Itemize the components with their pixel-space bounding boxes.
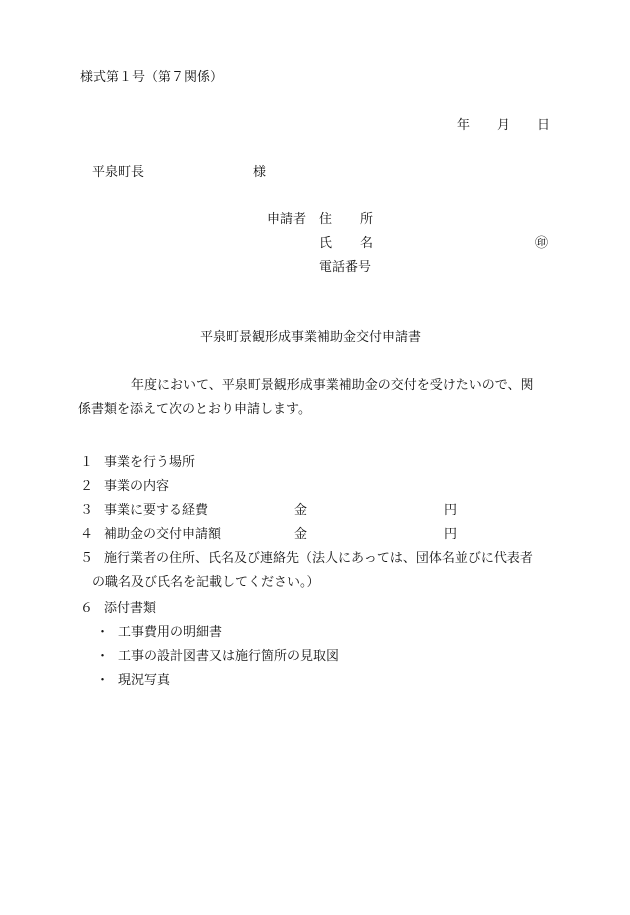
item-number: ４ (80, 527, 94, 542)
item-text: 事業を行う場所 (104, 455, 196, 470)
document-title: 平泉町景観形成事業補助金交付申請書 (200, 330, 422, 345)
bullet-mark: ・ (96, 649, 110, 664)
address-label-1: 住 (319, 212, 333, 227)
bullet-mark: ・ (96, 625, 110, 640)
kin-label: 金 (294, 503, 308, 518)
date-day-label: 日 (537, 118, 551, 133)
item-text-continuation: の職名及び氏名を記載してください。） (92, 575, 320, 590)
item-text: 事業の内容 (104, 479, 170, 494)
item-text: 添付書類 (104, 601, 157, 616)
kin-label: 金 (294, 527, 308, 542)
item-text: 事業に要する経費 (104, 503, 209, 518)
name-label-2: 名 (360, 236, 374, 251)
seal-mark: ㊞ (535, 236, 549, 251)
item-number: ３ (80, 503, 94, 518)
item-number: ２ (80, 479, 94, 494)
phone-label: 電話番号 (319, 260, 372, 275)
attachment-text: 工事の設計図書又は施行箇所の見取図 (118, 649, 340, 664)
yen-label: 円 (444, 527, 458, 542)
attachment-text: 現況写真 (118, 673, 171, 688)
address-label-2: 所 (360, 212, 374, 227)
date-month-label: 月 (497, 118, 511, 133)
item-number: ６ (80, 601, 94, 616)
name-label-1: 氏 (319, 236, 333, 251)
addressee-honorific: 様 (253, 165, 267, 180)
form-number: 様式第１号（第７関係） (80, 70, 224, 85)
applicant-label: 申請者 (267, 212, 307, 227)
body-line-1: 年度において、平泉町景観形成事業補助金の交付を受けたいので、関 (131, 378, 534, 393)
item-text: 補助金の交付申請額 (104, 527, 222, 542)
item-number: １ (80, 455, 94, 470)
body-line-2: 係書類を添えて次のとおり申請します。 (78, 402, 311, 417)
item-number: ５ (80, 551, 94, 566)
date-year-label: 年 (457, 118, 471, 133)
bullet-mark: ・ (96, 673, 110, 688)
item-text: 施行業者の住所、氏名及び連絡先（法人にあっては、団体名並びに代表者 (104, 551, 533, 566)
addressee-name: 平泉町長 (92, 165, 145, 180)
attachment-text: 工事費用の明細書 (118, 625, 223, 640)
yen-label: 円 (444, 503, 458, 518)
